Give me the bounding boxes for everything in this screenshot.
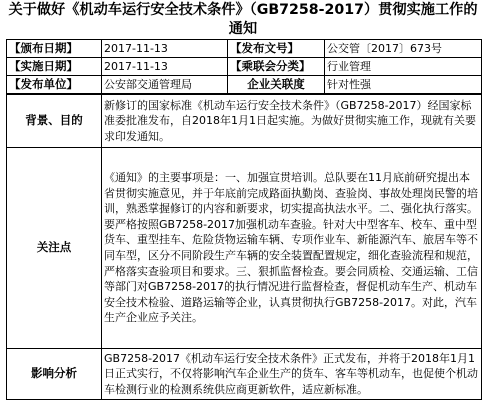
doc-no-value: 公交管〔2017〕673号 [325, 40, 482, 58]
impact-label: 影响分析 [7, 349, 102, 400]
background-text: 新修订的国家标准《机动车运行安全技术条件》（GB7258-2017）经国家标准委批准发布，自2018年1月1日起实施。为做好贯彻实施工作，现就有关要求印发通知。 [102, 94, 482, 148]
key-points-row [7, 148, 482, 349]
issue-date-value: 2017-11-13 [102, 40, 228, 58]
effective-date-value: 2017-11-13 [102, 58, 228, 76]
background-label: 背景、目的 [7, 94, 102, 148]
nature-value: 针对性强 [325, 76, 482, 95]
key-points-text: 《通知》的主要事项是：一、加强宣贯培训。总队要在11月底前研究提出本省贯彻实施意见，并于年底前完成路面执勤岗、查验岗、事故处理岗民警的培训，熟悉掌握修订的内容和新要求，切实提高执法水平。二、强化执行落实。要严格按照GB7258-2017加强机动车查验。针对大中型客车、校车、重中型货车、重型挂车、危险货物运输车辆、专项作业车、新能源汽车、旅居车等不同车型，区分不同阶段生产车辆的安全装置配置规定，细化查验流程和规范，严格落实查验项目和要求。三、狠抓监督检查。要会同质检、交通运输、工信等部门对GB7258-2017的执行情况进行监督检查，督促机动车生产、机动车安全技术检验、道路运输等企业，认真贯彻执行GB7258-2017。对此，汽车生产企业应予关注。 [102, 148, 482, 349]
policy-info-table [6, 39, 482, 400]
key-points-label: 关注点 [7, 148, 102, 349]
document-title: 关于做好《机动车运行安全技术条件》（GB7258-2017）贯彻实施工作的通知 [8, 2, 478, 37]
issue-row [7, 40, 482, 58]
issue-date-label: 【颁布日期】 [7, 40, 102, 58]
doc-no-label: 【发布文号】 [228, 40, 325, 58]
publisher-label: 【发布单位】 [7, 76, 102, 95]
publisher-value: 公安部交通管理局 [102, 76, 228, 95]
nature-label: 企业关联度 [228, 76, 325, 95]
publisher-row [7, 76, 482, 95]
impact-row [7, 349, 482, 400]
category-label: 【乘联会分类】 [228, 58, 325, 76]
impact-text: GB7258-2017《机动车运行安全技术条件》正式发布，并将于2018年1月1日正式实行，不仅将影响汽车企业生产的货车、客车等机动车，也促使个机动车检测行业的检测系统供应商更新软件，适应新标准。 [102, 349, 482, 400]
effective-row [7, 58, 482, 76]
background-row [7, 94, 482, 148]
effective-date-label: 【实施日期】 [7, 58, 102, 76]
category-value: 行业管理 [325, 58, 482, 76]
